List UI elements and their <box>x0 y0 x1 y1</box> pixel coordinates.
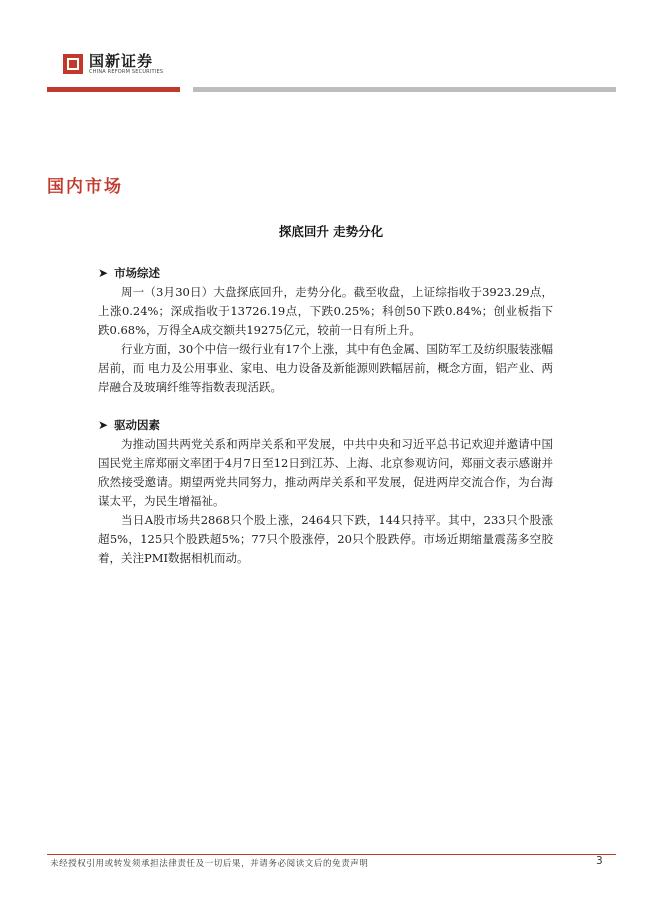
brand-name-cn: 国新证券 <box>89 52 154 70</box>
header-rule-red <box>47 87 180 92</box>
paragraph: 行业方面，30个中信一级行业有17个上涨，其中有色金属、国防军工及纺织服装涨幅居前，而 电力及公用事业、家电、电力设备及新能源则跌幅居前，概念方面，铝产业、两岸融合及玻璃纤维等指数表现活跃。 <box>98 342 553 394</box>
section-heading-label: 市场综述 <box>114 266 161 280</box>
section-heading-label: 驱动因素 <box>114 418 161 432</box>
paragraph: 为推动国共两党关系和两岸关系和平发展，中共中央和习近平总书记欢迎并邀请中国国民党主席郑丽文率团于4月7日至12日到江苏、上海、北京参观访问，郑丽文表示感谢并欣然接受邀请。期望两党共同努力，推动两岸关系和平发展，促进两岸交流合作，为台海谋太平，为民生增福祉。 <box>98 437 553 508</box>
page-number: 3 <box>596 855 603 867</box>
section-gap <box>98 397 553 416</box>
brand-name-en: CHINA REFORM SECURITIES <box>89 69 164 75</box>
header-rule-gray <box>193 87 616 92</box>
brand-logo-text <box>89 53 163 75</box>
bullet-arrow-icon: ➤ <box>98 418 109 432</box>
brand-logo <box>63 52 163 76</box>
article-body <box>98 264 553 568</box>
section-heading-drivers <box>98 416 553 435</box>
footer-rule <box>47 854 616 855</box>
section-heading-market-overview <box>98 264 553 283</box>
section-title: 国内市场 <box>47 177 123 197</box>
paragraph: 当日A股市场共2868只个股上涨，2464只下跌，144只持平。其中，233只个股涨超5%，125只个股跌超5%；77只个股涨停，20只个股跌停。市场近期缩量震荡多空胶着，关注PMI数据相机而动。 <box>98 513 553 565</box>
bullet-arrow-icon: ➤ <box>98 266 109 280</box>
brand-logo-mark <box>63 54 83 74</box>
paragraph: 周一（3月30日）大盘探底回升，走势分化。截至收盘，上证综指收于3923.29点，上涨0.24%；深成指收于13726.19点，下跌0.25%；科创50下跌0.84%；创业板指下跌0.68%，万得全A成交额共19275亿元，较前一日有所上升。 <box>98 285 553 337</box>
footer-disclaimer: 未经授权引用或转发须承担法律责任及一切后果，并请务必阅读文后的免责声明 <box>50 859 369 869</box>
article-title: 探底回升 走势分化 <box>278 224 384 239</box>
